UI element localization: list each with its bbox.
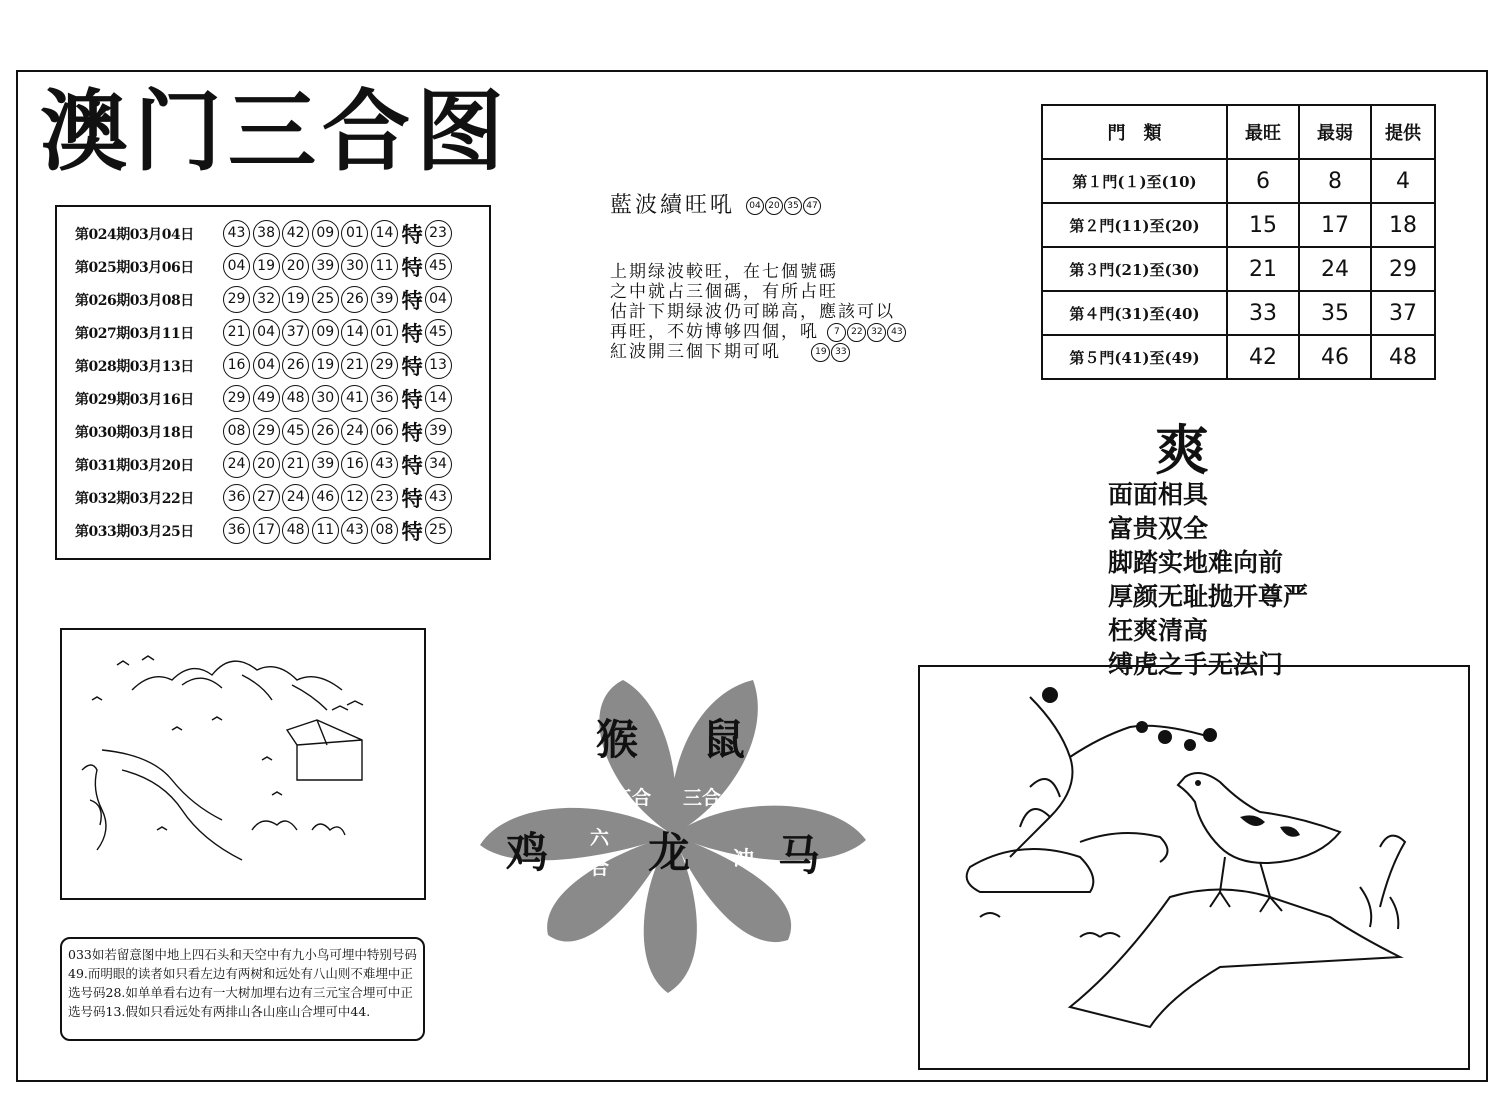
- special-label: 特: [401, 353, 423, 379]
- special-label: 特: [401, 518, 423, 544]
- door-value: 42: [1227, 335, 1299, 379]
- result-number: 48: [282, 385, 309, 412]
- commentary-line: [610, 322, 906, 342]
- result-number: 11: [371, 253, 398, 280]
- result-number: 43: [223, 220, 250, 247]
- result-period: 第027期03月11日: [75, 325, 194, 342]
- result-number: 46: [312, 484, 339, 511]
- poem-line: 厚颜无耻抛开尊严: [1108, 582, 1309, 611]
- commentary-line-text: 再旺，不妨博够四個，吼: [610, 322, 819, 342]
- result-row: [75, 448, 489, 481]
- result-number: 21: [223, 319, 250, 346]
- special-label: 特: [401, 221, 423, 247]
- door-value: 4: [1371, 159, 1435, 203]
- mini-number: 32: [867, 323, 886, 342]
- header-cold: 最弱: [1299, 105, 1371, 159]
- result-period: 第029期03月16日: [75, 391, 194, 408]
- door-label: 第１門(１)至(10): [1042, 159, 1227, 203]
- result-number: 39: [371, 286, 398, 313]
- result-number: 21: [282, 451, 309, 478]
- result-period: 第024期03月04日: [75, 226, 194, 243]
- door-label: 第４門(31)至(40): [1042, 291, 1227, 335]
- result-number: 29: [223, 286, 250, 313]
- zodiac-dragon: 龙: [648, 828, 691, 877]
- zodiac-monkey: 猴: [596, 715, 639, 764]
- door-value: 21: [1227, 247, 1299, 291]
- result-period: 第025期03月06日: [75, 259, 194, 276]
- result-number: 30: [341, 253, 368, 280]
- result-row: [75, 217, 489, 250]
- result-row: [75, 481, 489, 514]
- result-number: 19: [253, 253, 280, 280]
- result-number: 09: [312, 319, 339, 346]
- table-row: [1042, 291, 1435, 335]
- result-number: 19: [312, 352, 339, 379]
- result-number: 14: [371, 220, 398, 247]
- result-number: 24: [223, 451, 250, 478]
- special-number: 14: [425, 385, 452, 412]
- door-value: 33: [1227, 291, 1299, 335]
- result-number: 23: [371, 484, 398, 511]
- special-label: 特: [401, 254, 423, 280]
- result-period: 第032期03月22日: [75, 490, 194, 507]
- result-number: 14: [341, 319, 368, 346]
- label-liuhe-2: 合: [590, 857, 610, 879]
- commentary-line: 之中就占三個碼，有所占旺: [610, 282, 838, 302]
- label-chong: 冲: [733, 846, 754, 871]
- result-number: 26: [341, 286, 368, 313]
- result-number: 09: [312, 220, 339, 247]
- mini-number: 47: [803, 197, 821, 215]
- result-number: 39: [312, 253, 339, 280]
- mini-number: 33: [831, 343, 850, 362]
- result-number: 45: [282, 418, 309, 445]
- mini-number: 20: [765, 197, 783, 215]
- result-number: 30: [312, 385, 339, 412]
- result-number: 25: [312, 286, 339, 313]
- door-value: 37: [1371, 291, 1435, 335]
- door-value: 24: [1299, 247, 1371, 291]
- commentary-line: [610, 342, 906, 362]
- mini-number: 43: [887, 323, 906, 342]
- wave-title-numbers: [745, 193, 821, 218]
- special-label: 特: [401, 419, 423, 445]
- result-number: 48: [282, 517, 309, 544]
- door-value: 35: [1299, 291, 1371, 335]
- mini-number: 35: [784, 197, 802, 215]
- result-row: [75, 316, 489, 349]
- result-number: 41: [341, 385, 368, 412]
- door-label: 第５門(41)至(49): [1042, 335, 1227, 379]
- result-number: 37: [282, 319, 309, 346]
- zodiac-horse: 马: [778, 831, 821, 880]
- special-number: 13: [425, 352, 452, 379]
- mini-number: 7: [827, 323, 846, 342]
- poem: [1108, 478, 1308, 682]
- result-number: 26: [282, 352, 309, 379]
- result-number: 38: [253, 220, 280, 247]
- commentary-line: 上期绿波較旺，在七個號碼: [610, 262, 838, 282]
- zodiac-rat: 鼠: [703, 715, 746, 764]
- result-number: 06: [371, 418, 398, 445]
- special-number: 04: [425, 286, 452, 313]
- header-door: 門 類: [1042, 105, 1227, 159]
- door-value: 18: [1371, 203, 1435, 247]
- special-label: 特: [401, 485, 423, 511]
- result-row: [75, 415, 489, 448]
- door-value: 15: [1227, 203, 1299, 247]
- result-number: 20: [282, 253, 309, 280]
- mini-number: 19: [811, 343, 830, 362]
- poem-line: 富贵双全: [1108, 514, 1209, 543]
- bird-drawing: [920, 667, 1468, 1068]
- special-number: 45: [425, 319, 452, 346]
- result-number: 32: [253, 286, 280, 313]
- special-number: 39: [425, 418, 452, 445]
- result-number: 24: [341, 418, 368, 445]
- result-number: 08: [223, 418, 250, 445]
- special-number: 43: [425, 484, 452, 511]
- poem-line: 脚踏实地难向前: [1108, 548, 1284, 577]
- wave-title-text: 藍波續旺吼: [610, 193, 736, 218]
- label-sanhe-right: 三合: [683, 787, 722, 809]
- result-period: 第026期03月08日: [75, 292, 194, 309]
- result-row: [75, 349, 489, 382]
- commentary-line: 估計下期绿波仍可睇高，應該可以: [610, 302, 895, 322]
- table-row: [1042, 335, 1435, 379]
- commentary-numbers: [826, 322, 906, 342]
- result-number: 20: [253, 451, 280, 478]
- result-number: 43: [371, 451, 398, 478]
- poem-line: 面面相具: [1108, 480, 1209, 509]
- result-number: 36: [371, 385, 398, 412]
- result-number: 29: [371, 352, 398, 379]
- result-number: 49: [253, 385, 280, 412]
- wave-commentary: [610, 262, 906, 362]
- special-label: 特: [401, 320, 423, 346]
- result-number: 12: [341, 484, 368, 511]
- door-label: 第３門(21)至(30): [1042, 247, 1227, 291]
- table-row: [1042, 247, 1435, 291]
- table-header-row: [1042, 105, 1435, 159]
- mini-number: 22: [847, 323, 866, 342]
- table-row: [1042, 203, 1435, 247]
- result-number: 01: [341, 220, 368, 247]
- special-number: 45: [425, 253, 452, 280]
- landscape-illustration: [60, 628, 426, 900]
- special-number: 25: [425, 517, 452, 544]
- door-value: 8: [1299, 159, 1371, 203]
- result-number: 36: [223, 484, 250, 511]
- bird-illustration: [918, 665, 1470, 1070]
- door-value: 6: [1227, 159, 1299, 203]
- page-title: 澳门三合图: [40, 80, 511, 183]
- result-number: 36: [223, 517, 250, 544]
- result-number: 04: [223, 253, 250, 280]
- result-number: 27: [253, 484, 280, 511]
- result-number: 16: [223, 352, 250, 379]
- commentary-line-text: 紅波開三個下期可吼: [610, 342, 781, 362]
- result-number: 19: [282, 286, 309, 313]
- poem-line: 缚虎之手无法门: [1108, 650, 1284, 679]
- landscape-drawing: [62, 630, 424, 898]
- table-row: [1042, 159, 1435, 203]
- result-number: 26: [312, 418, 339, 445]
- results-list: [55, 205, 491, 560]
- result-number: 04: [253, 319, 280, 346]
- result-period: 第033期03月25日: [75, 523, 194, 540]
- result-row: [75, 382, 489, 415]
- special-label: 特: [401, 386, 423, 412]
- door-value: 29: [1371, 247, 1435, 291]
- result-number: 08: [371, 517, 398, 544]
- label-liuhe-1: 六: [590, 827, 610, 849]
- result-number: 42: [282, 220, 309, 247]
- door-value: 17: [1299, 203, 1371, 247]
- result-number: 11: [312, 517, 339, 544]
- mini-number: 04: [746, 197, 764, 215]
- result-number: 21: [341, 352, 368, 379]
- special-label: 特: [401, 452, 423, 478]
- special-number: 23: [425, 220, 452, 247]
- result-number: 29: [253, 418, 280, 445]
- riddle-box: 033如若留意图中地上四石头和天空中有九小鸟可埋中特别号码49.而明眼的读者如只看左边有两树和远处有八山则不难埋中正选号码28.如单单看右边有一大树加埋右边有三元宝合埋可中正选号码13.假如只看远处有两排山各山座山合埋可中44.: [60, 937, 425, 1041]
- result-period: 第031期03月20日: [75, 457, 194, 474]
- commentary-numbers: [810, 342, 850, 362]
- result-row: [75, 514, 489, 547]
- door-value: 46: [1299, 335, 1371, 379]
- wave-title: [610, 188, 821, 219]
- result-period: 第030期03月18日: [75, 424, 194, 441]
- door-label: 第２門(11)至(20): [1042, 203, 1227, 247]
- result-number: 39: [312, 451, 339, 478]
- result-number: 29: [223, 385, 250, 412]
- result-number: 24: [282, 484, 309, 511]
- result-number: 17: [253, 517, 280, 544]
- special-number: 34: [425, 451, 452, 478]
- zodiac-rooster: 鸡: [506, 828, 549, 877]
- door-table: [1041, 104, 1436, 380]
- special-label: 特: [401, 287, 423, 313]
- result-number: 04: [253, 352, 280, 379]
- door-value: 48: [1371, 335, 1435, 379]
- label-sanhe-left: 三合: [613, 787, 652, 809]
- zodiac-flower: [478, 675, 868, 995]
- result-number: 01: [371, 319, 398, 346]
- result-row: [75, 250, 489, 283]
- poem-head: 爽: [1155, 418, 1209, 482]
- poem-line: 枉爽清高: [1108, 616, 1209, 645]
- result-row: [75, 283, 489, 316]
- header-provide: 提供: [1371, 105, 1435, 159]
- result-number: 16: [341, 451, 368, 478]
- header-hot: 最旺: [1227, 105, 1299, 159]
- result-number: 43: [341, 517, 368, 544]
- result-period: 第028期03月13日: [75, 358, 194, 375]
